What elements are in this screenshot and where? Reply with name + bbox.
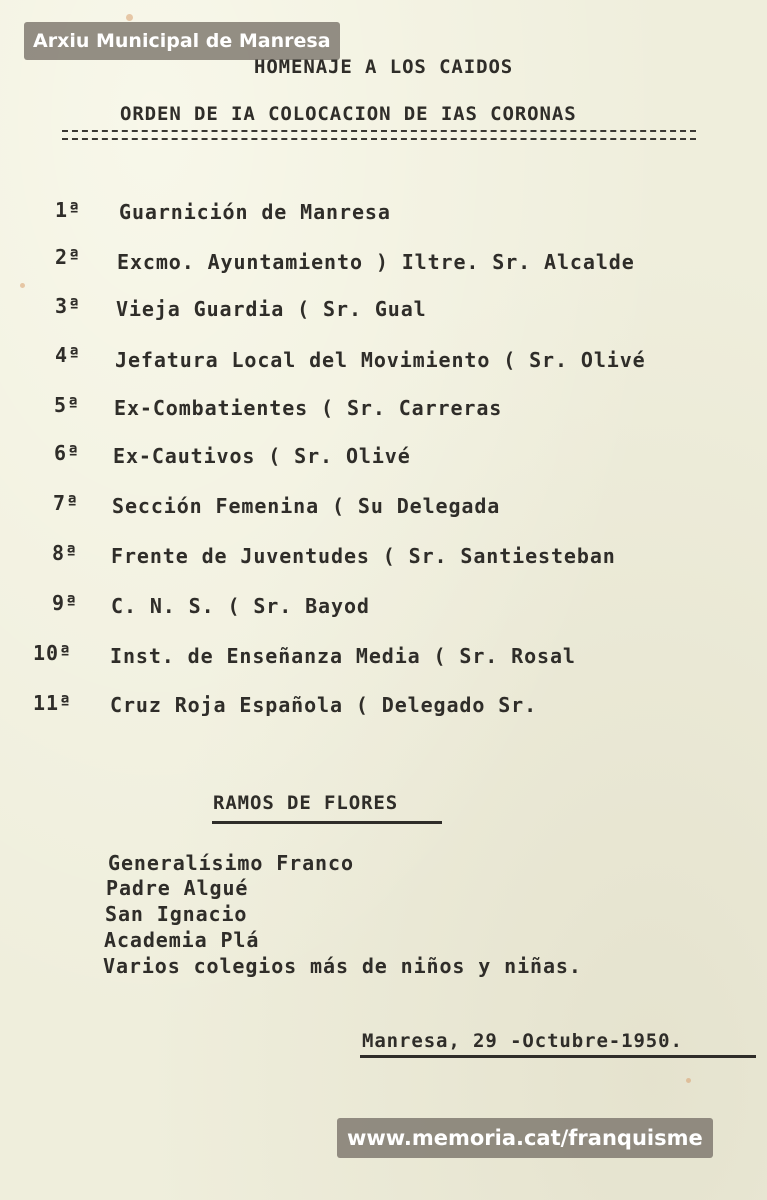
list-item-number: 1ª [55,198,81,222]
list-item-text: Inst. de Enseñanza Media ( Sr. Rosal [110,644,576,668]
list-item-number: 2ª [55,245,81,269]
dashed-divider [62,130,696,140]
flowers-heading: RAMOS DE FLORES [213,792,399,814]
list-item-number: 8ª [52,541,78,565]
list-item-text: Guarnición de Manresa [119,200,391,224]
list-item-number: 10ª [33,641,72,665]
flower-item: Academia Plá [104,928,260,952]
flower-item: Generalísimo Franco [108,851,354,875]
list-item-text: C. N. S. ( Sr. Bayod [111,594,370,618]
stain-spot [126,14,133,21]
list-item-text: Ex-Combatientes ( Sr. Carreras [114,396,503,420]
list-item-text: Vieja Guardia ( Sr. Gual [116,297,427,321]
document-subtitle: ORDEN DE IA COLOCACION DE IAS CORONAS [120,103,577,125]
website-watermark: www.memoria.cat/franquisme [337,1118,713,1158]
date-underline [360,1055,756,1058]
list-item-number: 7ª [53,491,79,515]
list-item-text: Cruz Roja Española ( Delegado Sr. [110,693,538,717]
list-item-number: 4ª [55,343,81,367]
list-item-number: 9ª [52,591,78,615]
list-item-number: 5ª [54,393,80,417]
list-item-text: Jefatura Local del Movimiento ( Sr. Olivé [115,348,646,372]
flower-item: Varios colegios más de niños y niñas. [103,954,582,978]
archive-watermark: Arxiu Municipal de Manresa [24,22,340,60]
list-item-number: 11ª [33,691,72,715]
date-line: Manresa, 29 -Octubre-1950. [362,1030,683,1052]
list-item-text: Sección Femenina ( Su Delegada [112,494,501,518]
list-item-number: 6ª [54,441,80,465]
heading-underline [212,821,442,824]
list-item-text: Frente de Juventudes ( Sr. Santiesteban [111,544,616,568]
flower-item: Padre Algué [106,876,249,900]
list-item-text: Ex-Cautivos ( Sr. Olivé [113,444,411,468]
list-item-text: Excmo. Ayuntamiento ) Iltre. Sr. Alcalde [117,250,635,274]
list-item-number: 3ª [55,294,81,318]
stain-spot [686,1078,691,1083]
flower-item: San Ignacio [105,902,248,926]
document-title: HOMENAJE A LOS CAIDOS [254,56,514,78]
stain-spot [20,283,25,288]
